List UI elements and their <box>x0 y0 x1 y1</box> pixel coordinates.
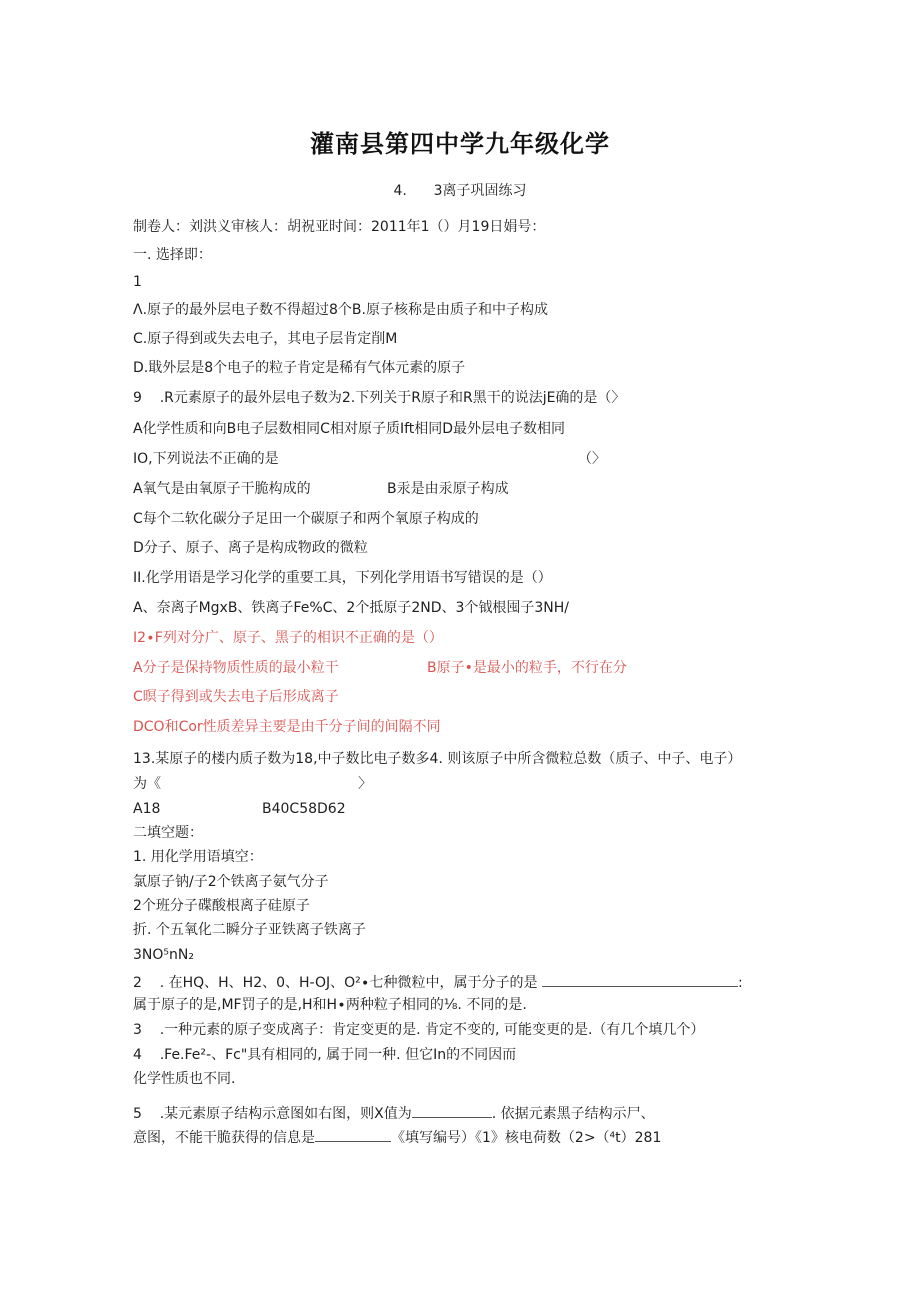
author-line: 制卷人：刘洪义审核人：胡祝亚时间：2011年1（）月19日娟号： <box>133 219 546 235</box>
option-line: D.戢外层是8个电子的粒子肯定是稀有气体元素的原子 <box>133 360 466 376</box>
option-line: A18 <box>133 801 161 817</box>
question-number: 1 <box>133 274 142 290</box>
question-line: 9 .R元素原子的最外层电子数为2.下列关于R原子和R黑干的说法jE确的是（〉 <box>133 390 626 406</box>
fill-line: 3NO⁵nN₂ <box>133 947 194 963</box>
option-line: C.原子得到或失去电子，其电子层肯定削M <box>133 331 398 347</box>
question-line: II.化学用语是学习化学的重要工具，下列化学用语书写错误的是（） <box>133 570 552 586</box>
question-bracket: （〉 <box>578 451 606 467</box>
option-line: A、奈离子MgxB、铁离子Fe%C、2个抵原子2ND、3个钺根囤子3NH/ <box>133 600 570 616</box>
section-heading-choice: 一. 选择即： <box>133 247 212 263</box>
question-bracket: 〉 <box>358 776 372 792</box>
fill-line: 折. 个五氧化二瞬分子亚铁离子铁离子 <box>133 922 366 938</box>
answer-blank[interactable] <box>412 1103 492 1118</box>
question-line: 属于原子的是,MF罚子的是,H和H∙两种粒子相同的⅛. 不同的是. <box>133 997 527 1013</box>
option-line: DCO和Cor性质差异主要是由千分子间的间隔不同 <box>133 719 441 735</box>
page-title: 灌南县第四中学九年级化学 <box>310 130 610 158</box>
fill-line: 氯原子钠/子2个铁离子氨气分子 <box>133 874 329 890</box>
question-line: IO,下列说法不正确的是 <box>133 451 279 467</box>
question-line: 1. 用化学用语填空： <box>133 849 263 865</box>
question-line: I2∙F列对分广、原子、黑子的相识不正确的是（） <box>133 630 443 646</box>
option-line: Λ.原子的最外层电子数不得超过8个B.原子核称是由质子和中子构成 <box>133 302 548 318</box>
option-line: B40C58D62 <box>262 801 346 817</box>
question-line: 3 .一种元素的原子变成离子：肯定变更的是. 肯定不变的, 可能变更的是.（有几个填几个） <box>133 1022 705 1038</box>
question-line: 13.某原子的楼内质子数为18,中子数比电子数多4. 则该原子中所含微粒总数（质子、中子、电子） <box>133 751 742 767</box>
section-heading-fill: 二填空题： <box>133 825 203 841</box>
fill-line: 2个班分子碟酸根离子硅原子 <box>133 898 310 914</box>
option-line: D分子、原子、离子是构成物政的微粒 <box>133 540 368 556</box>
option-line: C暝子得到或失去电子后形成离子 <box>133 689 339 705</box>
option-line: B原子•是最小的粒手，不行在分 <box>427 660 627 676</box>
option-line: A化学性质和向B电子层数相同C相对原子质Ift相同D最外层电子数相同 <box>133 421 566 437</box>
question-line: 4 .Fe.Fe²-、Fc"具有相同的, 属于同一种. 但它In的不同因而 <box>133 1047 517 1063</box>
question-line: 5 .某元素原子结构示意图如右图，则X值为 . 依据元素黑子结构示尸、 <box>133 1103 655 1123</box>
question-line: 意图，不能干脆获得的信息是 《填写编号）《1》核电荷数（2>（⁴t）281 <box>133 1127 661 1147</box>
option-line: A氧气是由氧原子干脆构成的 <box>133 481 311 497</box>
answer-blank[interactable] <box>315 1127 391 1142</box>
question-line: 为《 <box>133 776 161 792</box>
option-line: A分子是保持物质性质的最小粒干 <box>133 660 339 676</box>
question-line: 化学性质也不同. <box>133 1071 236 1087</box>
page-subtitle: 4. 3离子巩固练习 <box>393 183 527 199</box>
option-line: B汞是由汞原子构成 <box>387 481 509 497</box>
question-line: 2 . 在HQ、H、H2、0、H-OJ、O²∙七种微粒中，属于分子的是 : <box>133 972 743 992</box>
answer-blank[interactable] <box>542 972 738 987</box>
option-line: C每个二软化碳分子足田一个碳原子和两个氧原子构成的 <box>133 511 479 527</box>
